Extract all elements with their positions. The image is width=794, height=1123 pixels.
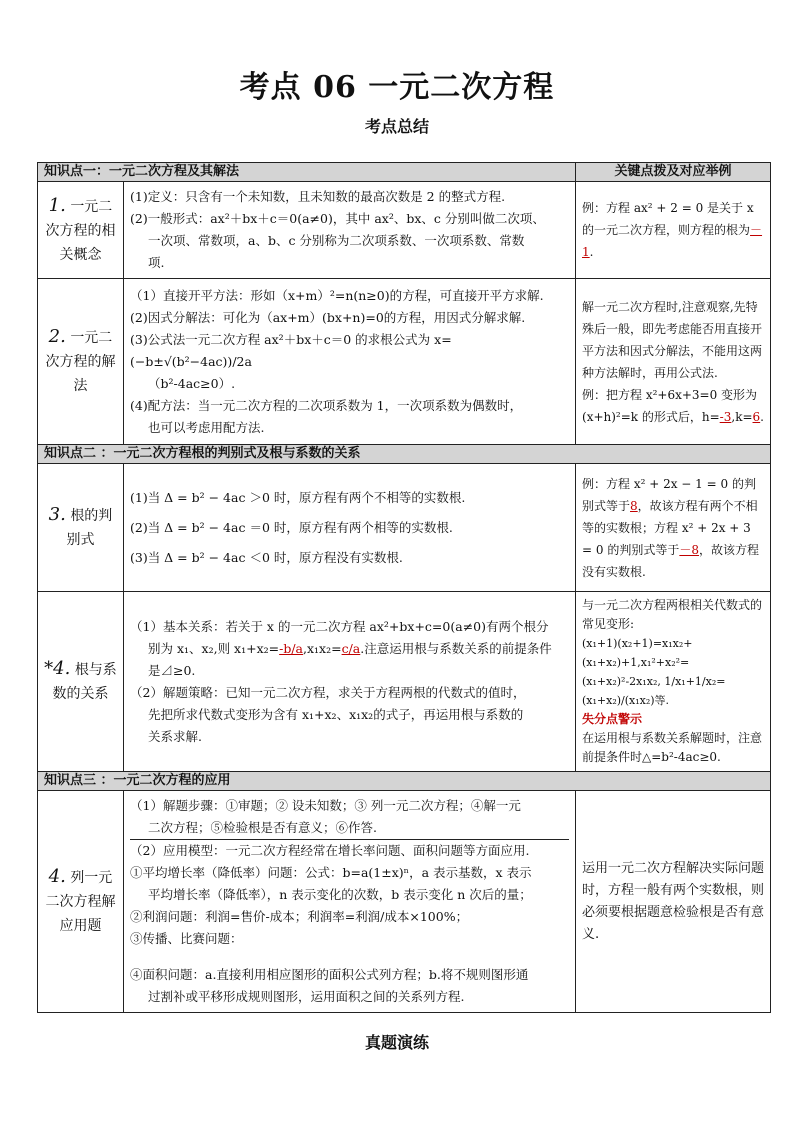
text-line: （1）解题步骤：①审题；② 设未知数；③ 列一元二次方程；④解一元 xyxy=(130,798,521,813)
page-subtitle: 考点总结 xyxy=(364,117,429,136)
row-number: 1. xyxy=(48,194,66,216)
section-footer: 真题演练 xyxy=(364,1033,429,1052)
text-line: (3)公式法一元二次方程 ax²＋bx＋c＝0 的求根公式为 x=(−b±√(b²−4ac))/2a xyxy=(130,331,452,369)
row-number: *4. xyxy=(44,658,71,679)
text-line: 平均增长率（降低率），n 表示变化的次数，b 表示变化 n 次后的量； xyxy=(148,887,532,902)
text-span: 别为 x₁、x₂,则 x₁+x₂= xyxy=(148,640,280,656)
example-text: 例：把方程 x²+6x+3=0 变形为(x+h)²=k 的形式后，h= xyxy=(582,387,758,424)
product-formula: c/a xyxy=(341,640,361,656)
row-label: 根与系数的关系 xyxy=(52,662,117,702)
section-header-1 xyxy=(38,163,771,182)
text-line: 是⊿≥0. xyxy=(148,662,196,678)
example-end: . xyxy=(589,245,594,259)
row-methods xyxy=(38,279,771,445)
h-answer: -3 xyxy=(719,409,732,424)
text-line: 也可以考虑用配方法. xyxy=(148,419,265,435)
row-methods-content xyxy=(124,279,576,445)
text-line xyxy=(130,638,569,660)
text-line: ③传播、比赛问题： xyxy=(130,931,243,946)
row-methods-notes xyxy=(576,279,771,445)
text-line: (1)定义：只含有一个未知数，且未知数的最高次数是 2 的整式方程. xyxy=(130,189,506,204)
row-methods-label xyxy=(38,279,124,445)
row-concepts-content xyxy=(124,182,576,279)
row-concepts xyxy=(38,182,771,279)
note-text: 与一元二次方程两根相关代数式的常见变形: xyxy=(582,598,763,631)
answer-a: 8 xyxy=(630,498,638,513)
text-line: （1）基本关系：若关于 x 的一元二次方程 ax²+bx+c=0(a≠0)有两个根分 xyxy=(130,618,549,634)
text-line: (3)当 Δ = b² − 4ac ＜0 时，原方程没有实数根. xyxy=(130,549,403,565)
method-example xyxy=(582,384,764,428)
row-concepts-example xyxy=(576,182,771,279)
text-line: (2)因式分解法：可化为（ax+m）(bx+n)=0的方程，用因式分解求解. xyxy=(130,309,526,325)
example-text: ，故该方程没有实数根. xyxy=(582,542,759,579)
row-number: 4. xyxy=(48,866,66,887)
text-line: 项. xyxy=(148,255,165,270)
text-line: ②利润问题：利润=售价-成本；利润率=利润/成本×100%； xyxy=(130,909,469,924)
row-vieta xyxy=(38,592,771,772)
row-application xyxy=(38,791,771,1013)
row-discriminant-content xyxy=(124,464,576,592)
key-points-header: 关键点拨及对应举例 xyxy=(576,163,771,182)
warning-text: 在运用根与系数关系解题时，注意前提条件时△=b²-4ac≥0. xyxy=(582,731,763,764)
row-label: 一元二次方程的相关概念 xyxy=(45,198,116,263)
page-title: 考点 06 一元二次方程 xyxy=(239,70,555,105)
row-discriminant-label xyxy=(38,464,124,592)
section-header-1-title: 知识点一：一元二次方程及其解法 xyxy=(38,163,576,182)
row-label: 根的判别式 xyxy=(66,508,113,548)
section-header-2 xyxy=(38,445,771,464)
row-concepts-label xyxy=(38,182,124,279)
text-line: （2）应用模型：一元二次方程经常在增长率问题、面积问题等方面应用. xyxy=(130,843,530,858)
row-application-note: 运用一元二次方程解决实际问题时，方程一般有两个实数根，则必须要根据题意检验根是否有意义. xyxy=(576,791,771,1013)
text-line: （2）解题策略：已知一元二次方程，求关于方程两根的代数式的值时， xyxy=(130,684,526,700)
method-note: 解一元二次方程时,注意观察,先特殊后一般，即先考虑能否用直接开平方法和因式分解法，不能用这两种方法解时，再用公式法. xyxy=(582,299,763,380)
example-text: 例：方程 ax² + 2 = 0 是关于 x 的一元二次方程，则方程的根为 xyxy=(582,201,754,237)
sum-formula: -b/a xyxy=(279,640,304,656)
row-number: 3. xyxy=(48,504,66,525)
warning-label: 失分点警示 xyxy=(582,712,643,726)
example-answer: －1 xyxy=(582,223,763,259)
k-answer: 6 xyxy=(752,409,761,424)
text-line: 一次项、常数项，a、b、c 分别称为二次项系数、一次项系数、常数 xyxy=(148,233,525,248)
text-line: ④面积问题：a.直接利用相应图形的面积公式列方程；b.将不规则图形通 xyxy=(130,967,529,982)
row-label: 一元二次方程的解法 xyxy=(45,330,116,394)
row-number: 2. xyxy=(48,326,66,347)
note-formulas: (x₁+1)(x₂+1)=x₁x₂+(x₁+x₂)+1,x₁²+x₂²=(x₁+x₂)²-2x₁x₂, 1/x₁+1/x₂=(x₁+x₂)/(x₁x₂)等. xyxy=(582,637,726,707)
section-header-2-title: 知识点二 ：一元二次方程根的判别式及根与系数的关系 xyxy=(38,445,771,464)
example-text: ，故该方程有两个不相等的实数根；方程 x² + 2x + 3 = 0 的判别式等于 xyxy=(582,498,758,557)
section-header-3-title: 知识点三 ：一元二次方程的应用 xyxy=(38,772,771,791)
text-line: ①平均增长率（降低率）问题：公式：b=a(1±x)ⁿ，a 表示基数，x 表示 xyxy=(130,865,532,880)
text-line: (4)配方法：当一元二次方程的二次项系数为 1，一次项系数为偶数时， xyxy=(130,397,523,413)
row-vieta-notes xyxy=(576,592,771,772)
text-span: .注意运用根与系数关系的前提条件 xyxy=(360,640,552,656)
text-line: 先把所求代数式变形为含有 x₁+x₂、x₁x₂的式子，再运用根与系数的 xyxy=(148,706,524,722)
row-vieta-content xyxy=(124,592,576,772)
text-line: （b²-4ac≥0）. xyxy=(148,375,236,391)
row-discriminant-example xyxy=(576,464,771,592)
text-span: ,x₁x₂= xyxy=(303,640,342,656)
answer-b: －8 xyxy=(679,542,699,557)
k-prefix: ,k= xyxy=(731,409,753,424)
text-line: 过割补或平移形成规则图形，运用面积之间的关系列方程. xyxy=(148,989,465,1004)
text-line: 关系求解. xyxy=(148,728,202,744)
text-line: (2)当 Δ = b² − 4ac ＝0 时，原方程有两个相等的实数根. xyxy=(130,519,453,535)
text-line: (2)一般形式：ax²＋bx＋c＝0(a≠0)，其中 ax²、bx、c 分别叫做二次项、 xyxy=(130,211,545,226)
text-line: （1）直接开平方法：形如（x+m）²=n(n≥0)的方程，可直接开平方求解. xyxy=(130,287,544,303)
section-header-3 xyxy=(38,772,771,791)
summary-table xyxy=(37,162,771,1013)
row-discriminant xyxy=(38,464,771,592)
row-application-content xyxy=(124,791,576,1013)
example-text: 例：方程 x² + 2x − 1 = 0 的判别式等于 xyxy=(582,476,756,513)
row-label: 列一元二次方程解应用题 xyxy=(45,870,116,934)
text-line: 二次方程；⑤检验根是否有意义；⑥作答. xyxy=(148,820,377,835)
row-vieta-label xyxy=(38,592,124,772)
row-application-label xyxy=(38,791,124,1013)
text-line: (1)当 Δ = b² − 4ac ＞0 时，原方程有两个不相等的实数根. xyxy=(130,489,466,505)
example-end: . xyxy=(760,409,764,424)
